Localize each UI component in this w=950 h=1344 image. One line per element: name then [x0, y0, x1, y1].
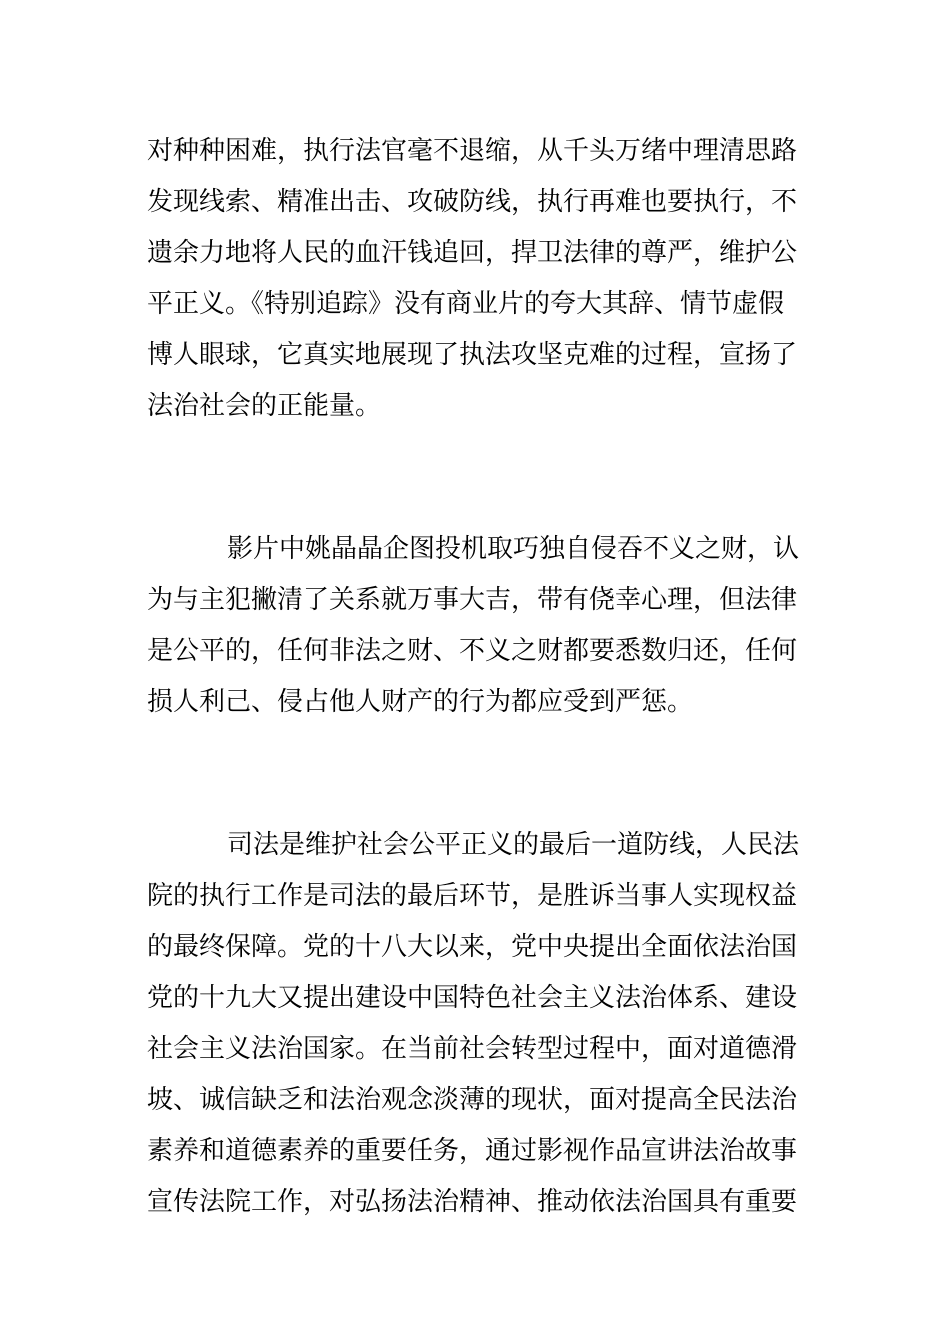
text-line: 社会主义法治国家。在当前社会转型过程中，面对道德滑: [147, 1034, 798, 1064]
paragraph-1: [147, 126, 847, 432]
text-line: 党的十九大又提出建设中国特色社会主义法治体系、建设: [147, 983, 798, 1013]
text-line: 宣传法院工作，对弘扬法治精神、推动依法治国具有重要: [147, 1187, 798, 1217]
text-line: 博人眼球，它真实地展现了执法攻坚克难的过程，宣扬了: [147, 340, 798, 370]
text-line: 的最终保障。党的十八大以来，党中央提出全面依法治国: [147, 932, 798, 962]
text-line: 法治社会的正能量。: [147, 391, 382, 421]
text-line: 院的执行工作是司法的最后环节，是胜诉当事人实现权益: [147, 881, 798, 911]
text-line: 司法是维护社会公平正义的最后一道防线，人民法: [227, 830, 800, 860]
text-line: 影片中姚晶晶企图投机取巧独自侵吞不义之财，认: [227, 534, 800, 564]
text-line: 为与主犯撇清了关系就万事大吉，带有侥幸心理，但法律: [147, 585, 798, 615]
text-line: 对种种困难，执行法官毫不退缩，从千头万绪中理清思路: [147, 136, 798, 166]
text-line: 平正义。《特别追踪》没有商业片的夸大其辞、情节虚假: [147, 289, 785, 319]
text-line: 素养和道德素养的重要任务，通过影视作品宣讲法治故事: [147, 1136, 798, 1166]
text-line: 是公平的，任何非法之财、不义之财都要悉数归还，任何: [147, 636, 798, 666]
paragraph-2: [147, 524, 847, 728]
text-line: 遗余力地将人民的血汗钱追回，捍卫法律的尊严，维护公: [147, 238, 798, 268]
text-line: 发现线索、精准出击、攻破防线，执行再难也要执行，不: [147, 187, 798, 217]
text-line: 损人利己、侵占他人财产的行为都应受到严惩。: [147, 687, 694, 717]
text-line: 坡、诚信缺乏和法治观念淡薄的现状，面对提高全民法治: [147, 1085, 798, 1115]
paragraph-3: [147, 820, 847, 1228]
